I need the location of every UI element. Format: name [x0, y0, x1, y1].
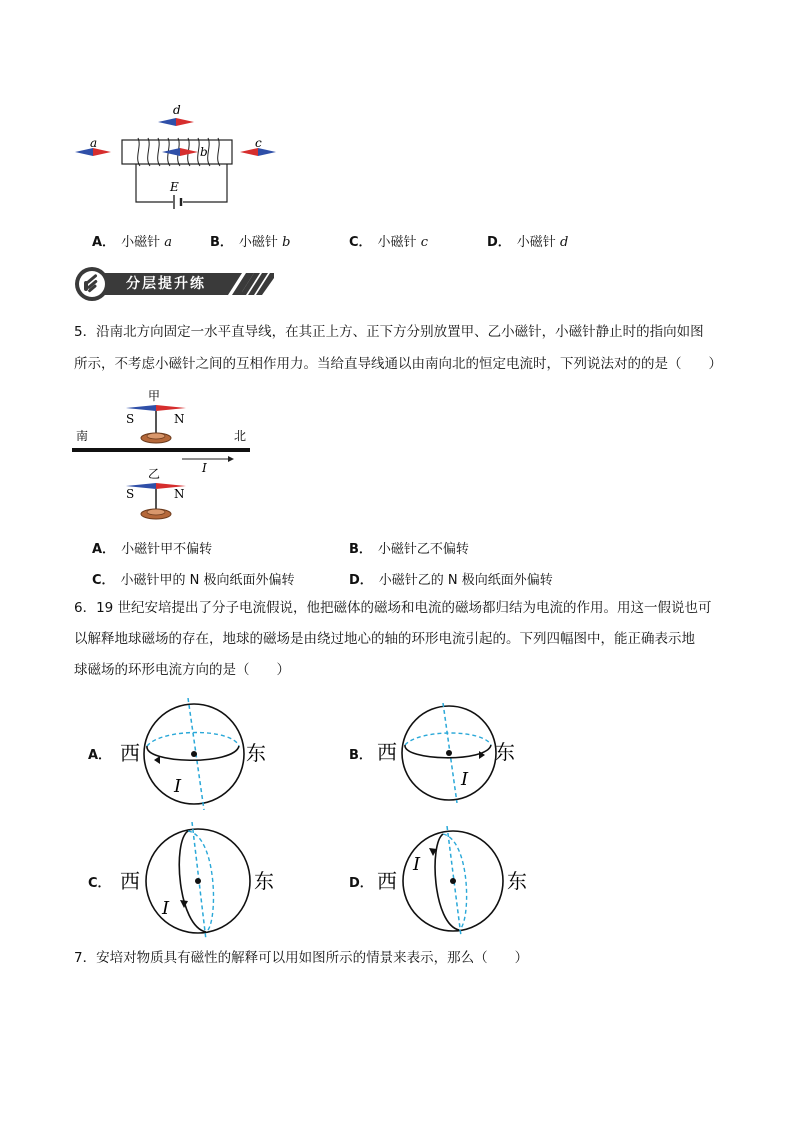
- q6-stem-line3: 球磁场的环形电流方向的是（ ）: [74, 662, 290, 678]
- option-letter: D．: [487, 235, 511, 250]
- label-a: a: [90, 136, 98, 150]
- option-letter: A．: [92, 542, 116, 557]
- q7-stem: 7．安培对物质具有磁性的解释可以用如图所示的情景来表示，那么（ ）: [74, 950, 529, 966]
- option-letter: B．: [349, 748, 372, 763]
- option-letter: C．: [349, 235, 372, 250]
- needle-jia: [126, 405, 186, 411]
- label-east: 东: [254, 869, 274, 893]
- option-letter: C．: [88, 876, 111, 891]
- q5-wire-diagram: [70, 386, 255, 522]
- needle-b: [162, 148, 198, 156]
- option-text: 小磁针乙不偏转: [377, 542, 469, 557]
- label-south: 南: [76, 429, 89, 443]
- option-var: a: [164, 235, 172, 250]
- label-jia-N: N: [174, 412, 185, 426]
- option-var: b: [282, 235, 291, 250]
- label-yi-S: S: [126, 487, 135, 501]
- q4-option-a[interactable]: [92, 231, 172, 250]
- option-letter: B．: [349, 542, 372, 557]
- globe-diagram-d: [373, 826, 539, 936]
- option-text: 小磁针甲的 N 极向纸面外偏转: [120, 573, 295, 588]
- q5-option-d[interactable]: [349, 569, 553, 588]
- label-I: I: [202, 461, 207, 475]
- q6-option-a[interactable]: [88, 698, 278, 810]
- option-letter: A．: [88, 748, 112, 763]
- section-banner: [74, 266, 274, 302]
- q6-option-b[interactable]: [349, 703, 529, 803]
- option-letter: C．: [92, 573, 115, 588]
- option-text: 小磁针: [238, 235, 283, 250]
- globe-diagram-c: [114, 822, 288, 940]
- label-yi-N: N: [174, 487, 185, 501]
- label-yi: 乙: [148, 467, 161, 481]
- label-west: 西: [120, 741, 140, 765]
- option-letter: A．: [92, 235, 116, 250]
- q5-option-b[interactable]: [349, 538, 469, 557]
- option-text: 小磁针甲不偏转: [121, 542, 213, 557]
- label-I: I: [162, 898, 170, 919]
- q6-option-c[interactable]: [88, 822, 288, 940]
- option-text: 小磁针乙的 N 极向纸面外偏转: [378, 573, 553, 588]
- label-I: I: [413, 854, 421, 875]
- label-east: 东: [507, 869, 527, 893]
- label-west: 西: [120, 869, 140, 893]
- q4-option-d[interactable]: [487, 231, 568, 250]
- option-letter: D．: [349, 573, 373, 588]
- needle-d: [158, 118, 194, 126]
- label-I: I: [174, 776, 182, 797]
- q5-option-a[interactable]: [92, 538, 212, 557]
- q5-stem-line2: 所示，不考虑小磁针之间的互相作用力。当给直导线通以由南向北的恒定电流时，下列说法对的的是（ ）: [74, 356, 722, 372]
- option-letter: D．: [349, 876, 373, 891]
- label-east: 东: [495, 740, 515, 764]
- label-c: c: [255, 136, 262, 150]
- q4-figure: [70, 100, 290, 212]
- option-var: d: [559, 235, 569, 250]
- straight-wire: [72, 448, 250, 452]
- option-text: 小磁针: [516, 235, 560, 250]
- option-letter: B．: [210, 235, 233, 250]
- globe-diagram-a: [114, 698, 278, 810]
- q6-stem-line1: 6．19 世纪安培提出了分子电流假说，他把磁体的磁场和电流的磁场都归结为电流的作用。用这一假说也可: [74, 600, 712, 616]
- q6-stem-line2: 以解释地球磁场的存在，地球的磁场是由绕过地心的轴的环形电流引起的。下列四幅图中，能正确表示地: [74, 631, 695, 647]
- label-north: 北: [234, 429, 247, 443]
- label-east: 东: [246, 741, 266, 765]
- q5-figure: [70, 386, 255, 522]
- option-var: c: [420, 235, 428, 250]
- banner-title: 分层提升练: [126, 276, 206, 292]
- label-jia: 甲: [148, 389, 161, 403]
- option-text: 小磁针: [121, 235, 165, 250]
- label-west: 西: [377, 740, 397, 764]
- q6-option-d[interactable]: [349, 826, 539, 936]
- q5-option-c[interactable]: [92, 569, 295, 588]
- q4-option-c[interactable]: [349, 231, 428, 250]
- option-text: 小磁针: [377, 235, 421, 250]
- label-I: I: [461, 769, 469, 790]
- globe-diagram-b: [373, 703, 529, 803]
- q4-solenoid-diagram: [70, 100, 290, 212]
- label-b: b: [200, 145, 208, 159]
- label-d: d: [173, 103, 181, 117]
- label-E: E: [170, 180, 179, 194]
- label-jia-S: S: [126, 412, 135, 426]
- label-west: 西: [377, 869, 397, 893]
- q5-stem-line1: 5．沿南北方向固定一水平直导线，在其正上方、正下方分别放置甲、乙小磁针，小磁针静止时的指向如图: [74, 324, 704, 340]
- q4-option-b[interactable]: [210, 231, 290, 250]
